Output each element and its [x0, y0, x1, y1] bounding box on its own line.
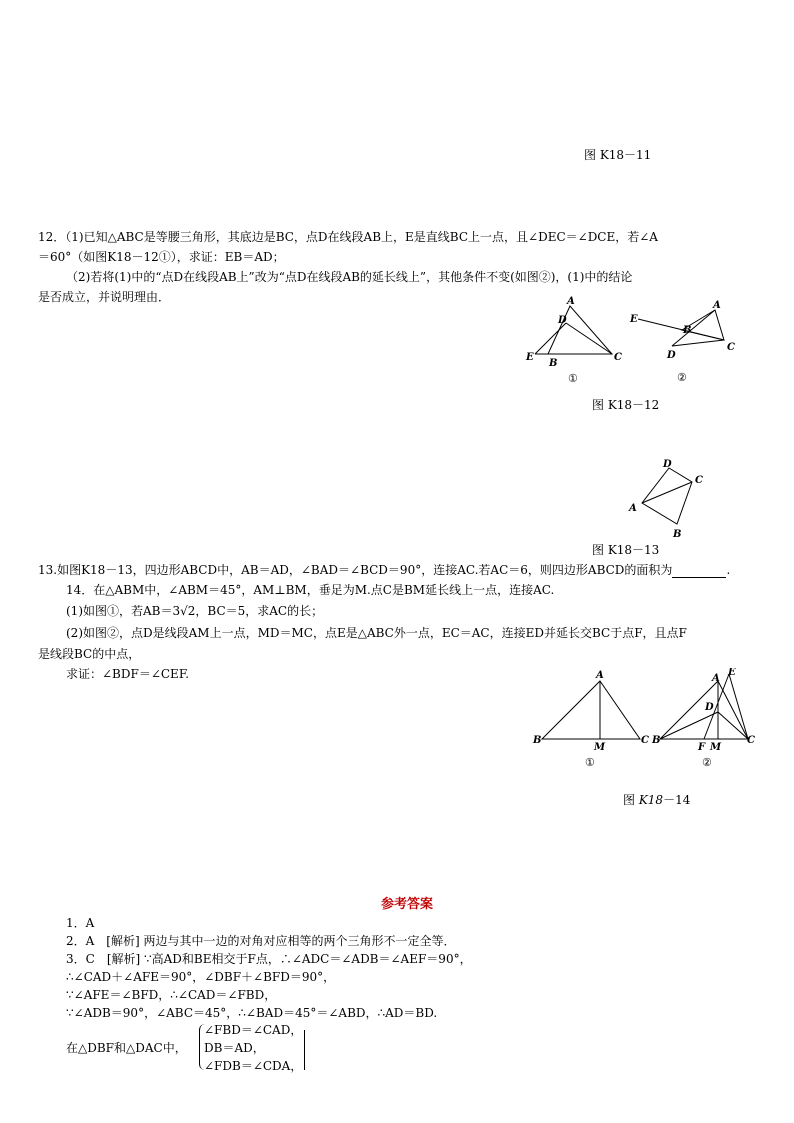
q14-line2: (1)如图①，若AB＝3√2，BC＝5，求AC的长； [66, 604, 324, 618]
q12-line2: ＝60°（如图K18－12①），求证：EB＝AD； [38, 250, 285, 264]
label-b: B [549, 358, 558, 369]
label-e: E [630, 314, 638, 325]
q14-line5: 求证：∠BDF＝∠CEF. [66, 667, 190, 681]
q12-line3: （2)若将(1)中的“点D在线段AB上”改为“点D在线段AB的延长线上”，其他条件不变(如图②)，(1)中的结论 [66, 270, 633, 284]
answer-blank [672, 565, 726, 578]
figure-k18-14 [528, 668, 764, 772]
label-e: E [728, 668, 736, 678]
label-a: A [629, 503, 637, 514]
label-a: A [713, 300, 721, 311]
label-a: A [712, 673, 720, 684]
label-d: D [663, 459, 672, 470]
system-line-2: DB＝AD， [204, 1041, 265, 1055]
figure-caption-k18-14 [623, 791, 690, 808]
answer-1: 1．A [66, 916, 95, 930]
label-b: B [673, 529, 682, 540]
figure-caption-k18-12: 图 K18－12 [592, 398, 660, 412]
q14-line3: (2)如图②，点D是线段AM上一点，MD＝MC，点E是△ABC外一点，EC＝AC，连接ED并延长交BC于点F，且点F [66, 626, 687, 640]
caption-prefix: 图 [623, 793, 639, 807]
label-b: B [683, 325, 692, 336]
figure-k18-12 [520, 296, 750, 388]
q12-line1: 12．（1)已知△ABC是等腰三角形，其底边是BC，点D在线段AB上，E是直线BC上一点，且∠DEC＝∠DCE，若∠A [38, 230, 658, 244]
q13-period: . [726, 563, 731, 577]
label-b: B [652, 735, 661, 746]
figure-caption-k18-11: 图 K18－11 [584, 148, 652, 162]
answer-3-line4: ∵∠ADB＝90°，∠ABC＝45°，∴∠BAD＝45°＝∠ABD，∴AD＝BD. [66, 1006, 438, 1020]
figure-number-2: ② [677, 371, 687, 384]
label-e: E [526, 352, 534, 363]
q13-body: 13.如图K18－13，四边形ABCD中，AB＝AD，∠BAD＝∠BCD＝90°，连接AC.若AC＝6，则四边形ABCD的面积为 [38, 563, 673, 577]
label-c: C [641, 735, 649, 746]
label-f: F [698, 742, 706, 753]
label-c: C [695, 475, 703, 486]
q13-text [38, 562, 730, 578]
label-c: C [727, 342, 735, 353]
figure-k18-13 [622, 456, 712, 540]
system-line-3: ∠FDB＝∠CDA， [204, 1059, 303, 1073]
label-d: D [667, 350, 676, 361]
answer-3-line5: 在△DBF和△DAC中， [66, 1041, 187, 1055]
label-c: C [747, 735, 755, 746]
caption-label: K18 [638, 793, 664, 807]
label-d: D [558, 315, 567, 326]
answer-3-line2: ∴∠CAD＋∠AFE＝90°，∠DBF＋∠BFD＝90°， [66, 970, 336, 984]
answer-2: 2．A [解析] 两边与其中一边的对角对应相等的两个三角形不一定全等． [66, 934, 456, 948]
q12-line4: 是否成立，并说明理由． [38, 290, 171, 304]
figure-number-1: ① [585, 756, 595, 769]
label-c: C [614, 352, 622, 363]
label-m: M [710, 742, 722, 753]
q14-line4: 是线段BC的中点， [38, 647, 141, 661]
answer-3-line1: 3．C [解析] ∵高AD和BE相交于F点，∴∠ADC＝∠ADB＝∠AEF＝90°， [66, 952, 472, 966]
label-m: M [594, 742, 606, 753]
figure-number-1: ① [568, 372, 578, 385]
q14-line1: 14．在△ABM中，∠ABM＝45°，AM⊥BM，垂足为M.点C是BM延长线上一点，连接AC. [66, 583, 555, 597]
label-a: A [596, 670, 604, 681]
caption-suffix: －14 [663, 793, 691, 807]
figure-caption-k18-13: 图 K18－13 [592, 543, 660, 557]
system-line-1: ∠FBD＝∠CAD， [204, 1023, 303, 1037]
label-b: B [533, 735, 542, 746]
answer-3-line3: ∵∠AFE＝∠BFD，∴∠CAD＝∠FBD， [66, 988, 277, 1002]
label-a: A [567, 296, 575, 307]
answers-title: 参考答案 [381, 897, 434, 912]
figure-number-2: ② [702, 756, 712, 769]
label-d: D [705, 702, 714, 713]
